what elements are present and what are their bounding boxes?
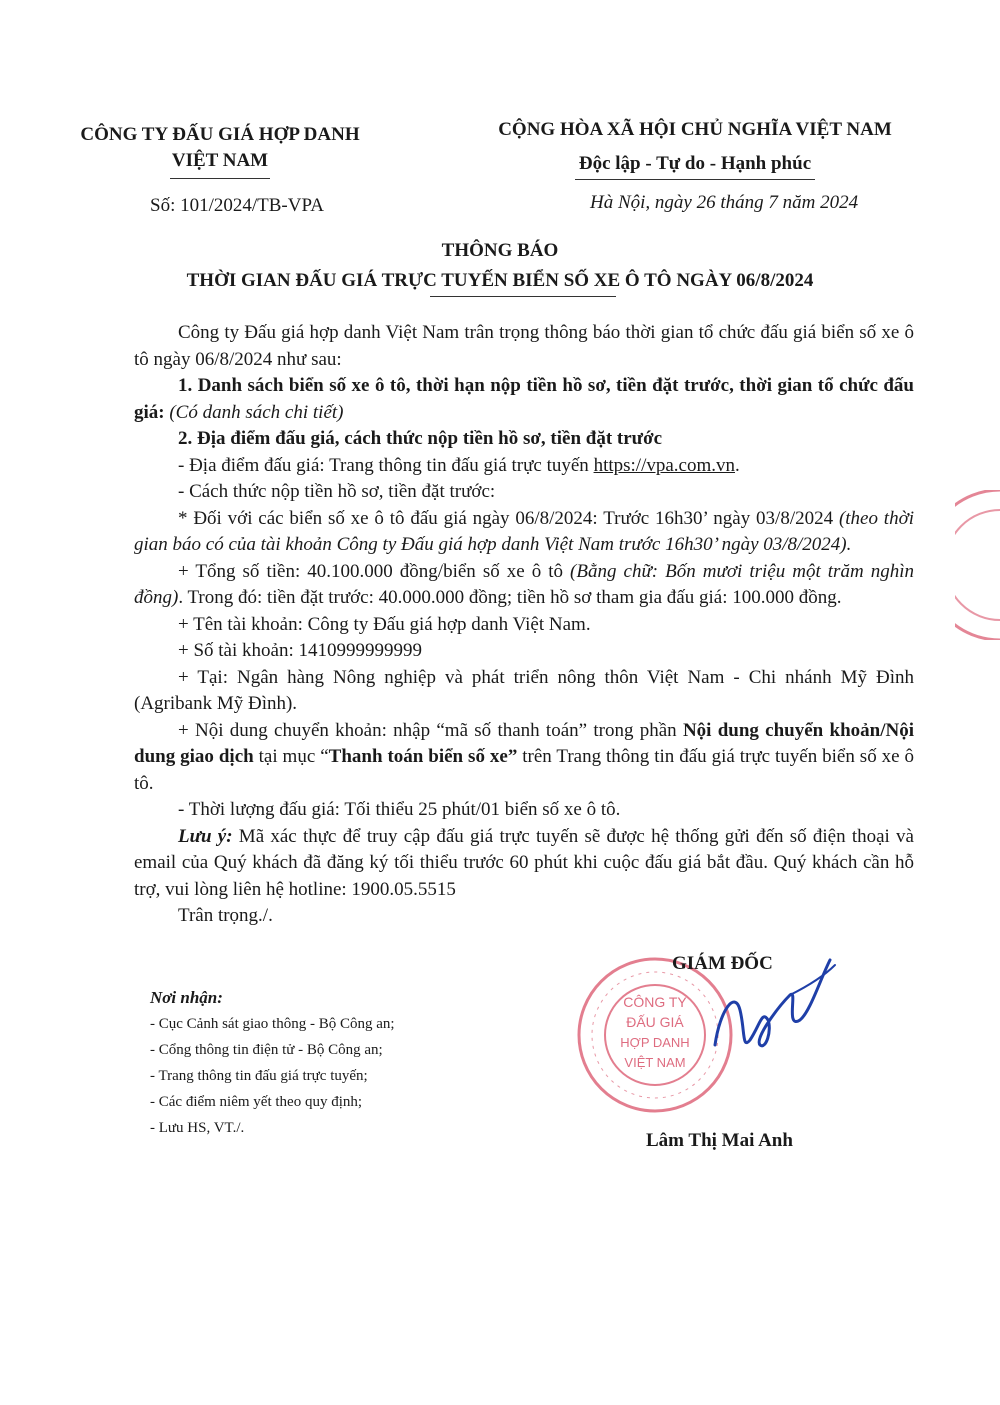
intro-paragraph: Công ty Đấu giá hợp danh Việt Nam trân trọng thông báo thời gian tổ chức đấu giá biển số xe ô tô ngày 06/8/2024 như sau: <box>134 322 914 370</box>
document-date: Hà Nội, ngày 26 tháng 7 năm 2024 <box>590 192 859 213</box>
deadline-line <box>134 506 914 559</box>
note-label: Lưu ý: <box>178 825 233 847</box>
org-name-line2: VIỆT NAM <box>171 150 269 171</box>
recipient-item: - Lưu HS, VT./. <box>150 1120 245 1136</box>
nation-header <box>470 117 920 180</box>
duration-line: - Thời lượng đấu giá: Tối thiểu 25 phút/01 biển số xe ô tô. <box>178 799 621 820</box>
motto-underline <box>575 179 815 180</box>
svg-text:ĐẤU GIÁ: ĐẤU GIÁ <box>626 1014 684 1030</box>
svg-text:VIỆT NAM: VIỆT NAM <box>624 1055 686 1070</box>
transfer-text-c: tại mục “ <box>253 746 329 767</box>
edge-seal-icon <box>955 490 1000 640</box>
total-line <box>134 559 914 612</box>
total-breakdown: . Trong đó: tiền đặt trước: 40.000.000 đồng; tiền hồ sơ tham gia đấu giá: 100.000 đồng. <box>178 587 842 608</box>
recipients-title: Nơi nhận: <box>150 988 223 1007</box>
section-2-heading: 2. Địa điểm đấu giá, cách thức nộp tiền hồ sơ, tiền đặt trước <box>178 428 663 449</box>
deadline-note: (theo thời gian báo có của tài khoản Công ty Đấu giá hợp danh Việt Nam trước 16h30’ ngày 03/8/2024). <box>134 507 914 555</box>
signature-icon <box>690 950 840 1070</box>
document-body <box>134 320 914 930</box>
note-paragraph <box>134 824 914 904</box>
recipient-item: - Trang thông tin đấu giá trực tuyến; <box>150 1068 368 1084</box>
transfer-text-e: trên Trang thông tin đấu giá trực tuyến biển số xe ô tô. <box>134 746 914 794</box>
recipients-block <box>150 985 480 1141</box>
account-number-line: + Số tài khoản: 1410999999999 <box>178 640 422 661</box>
recipient-item: - Cổng thông tin điện tử - Bộ Công an; <box>150 1042 383 1058</box>
svg-text:CÔNG TY: CÔNG TY <box>623 994 687 1010</box>
bank-line: + Tại: Ngân hàng Nông nghiệp và phát triển nông thôn Việt Nam - Chi nhánh Mỹ Đình (Agribank Mỹ Đình). <box>134 666 914 714</box>
org-header <box>60 122 380 179</box>
transfer-text-d: Thanh toán biển số xe” <box>328 746 518 767</box>
svg-text:HỢP DANH: HỢP DANH <box>620 1035 690 1050</box>
location-period: . <box>735 454 740 476</box>
note-text: Mã xác thực để truy cập đấu giá trực tuyến sẽ được hệ thống gửi đến số điện thoại và email của Quý khách đã đăng ký tối thiểu trước 60 phút khi cuộc đấu giá bắt đầu. Quý khách cần hỗ trợ, vui lòng liên hệ hotline: 1900.05.5515 <box>134 825 914 900</box>
transfer-line <box>134 718 914 798</box>
signer-position: GIÁM ĐỐC <box>672 953 773 974</box>
location-line <box>134 453 914 480</box>
org-name-line1: CÔNG TY ĐẤU GIÁ HỢP DANH <box>80 124 360 145</box>
doc-subtitle: THỜI GIAN ĐẤU GIÁ TRỰC TUYẾN BIỂN SỐ XE Ô TÔ NGÀY 06/8/2024 <box>186 270 814 291</box>
total-in-words: (Bằng chữ: Bốn mươi triệu một trăm nghìn đồng) <box>134 560 914 608</box>
method-line: - Cách thức nộp tiền hồ sơ, tiền đặt trước: <box>178 481 496 502</box>
signer-name: Lâm Thị Mai Anh <box>646 1130 793 1151</box>
section-1-note: (Có danh sách chi tiết) <box>169 401 344 423</box>
location-label: - Địa điểm đấu giá: Trang thông tin đấu giá trực tuyến <box>178 454 594 476</box>
title-underline <box>430 296 616 297</box>
doc-title: THÔNG BÁO <box>441 240 559 261</box>
transfer-text-a: + Nội dung chuyển khoản: nhập “mã số thanh toán” trong phần <box>178 719 683 741</box>
account-name-line: + Tên tài khoản: Công ty Đấu giá hợp danh Việt Nam. <box>178 613 591 635</box>
section-1-heading: 1. Danh sách biển số xe ô tô, thời hạn nộp tiền hồ sơ, tiền đặt trước, thời gian tổ chức đấu giá: <box>134 375 914 423</box>
motto: Độc lập - Tự do - Hạnh phúc <box>578 153 812 174</box>
closing-line: Trân trọng./. <box>178 905 273 926</box>
website-link[interactable]: https://vpa.com.vn <box>593 454 735 476</box>
recipient-item: - Các điểm niêm yết theo quy định; <box>150 1094 363 1110</box>
deadline-text: * Đối với các biển số xe ô tô đấu giá ngày 06/8/2024: Trước 16h30’ ngày 03/8/2024 <box>178 507 834 529</box>
transfer-text-b: Nội dung chuyển khoản/Nội dung giao dịch <box>134 719 915 767</box>
recipient-item: - Cục Cảnh sát giao thông - Bộ Công an; <box>150 1016 395 1032</box>
total-amount: + Tổng số tiền: 40.100.000 đồng/biển số xe ô tô <box>178 560 571 582</box>
document-number: Số: 101/2024/TB-VPA <box>150 195 325 216</box>
nation-name: CỘNG HÒA XÃ HỘI CHỦ NGHĨA VIỆT NAM <box>498 119 892 140</box>
section-1 <box>134 373 914 426</box>
org-underline <box>170 178 270 179</box>
